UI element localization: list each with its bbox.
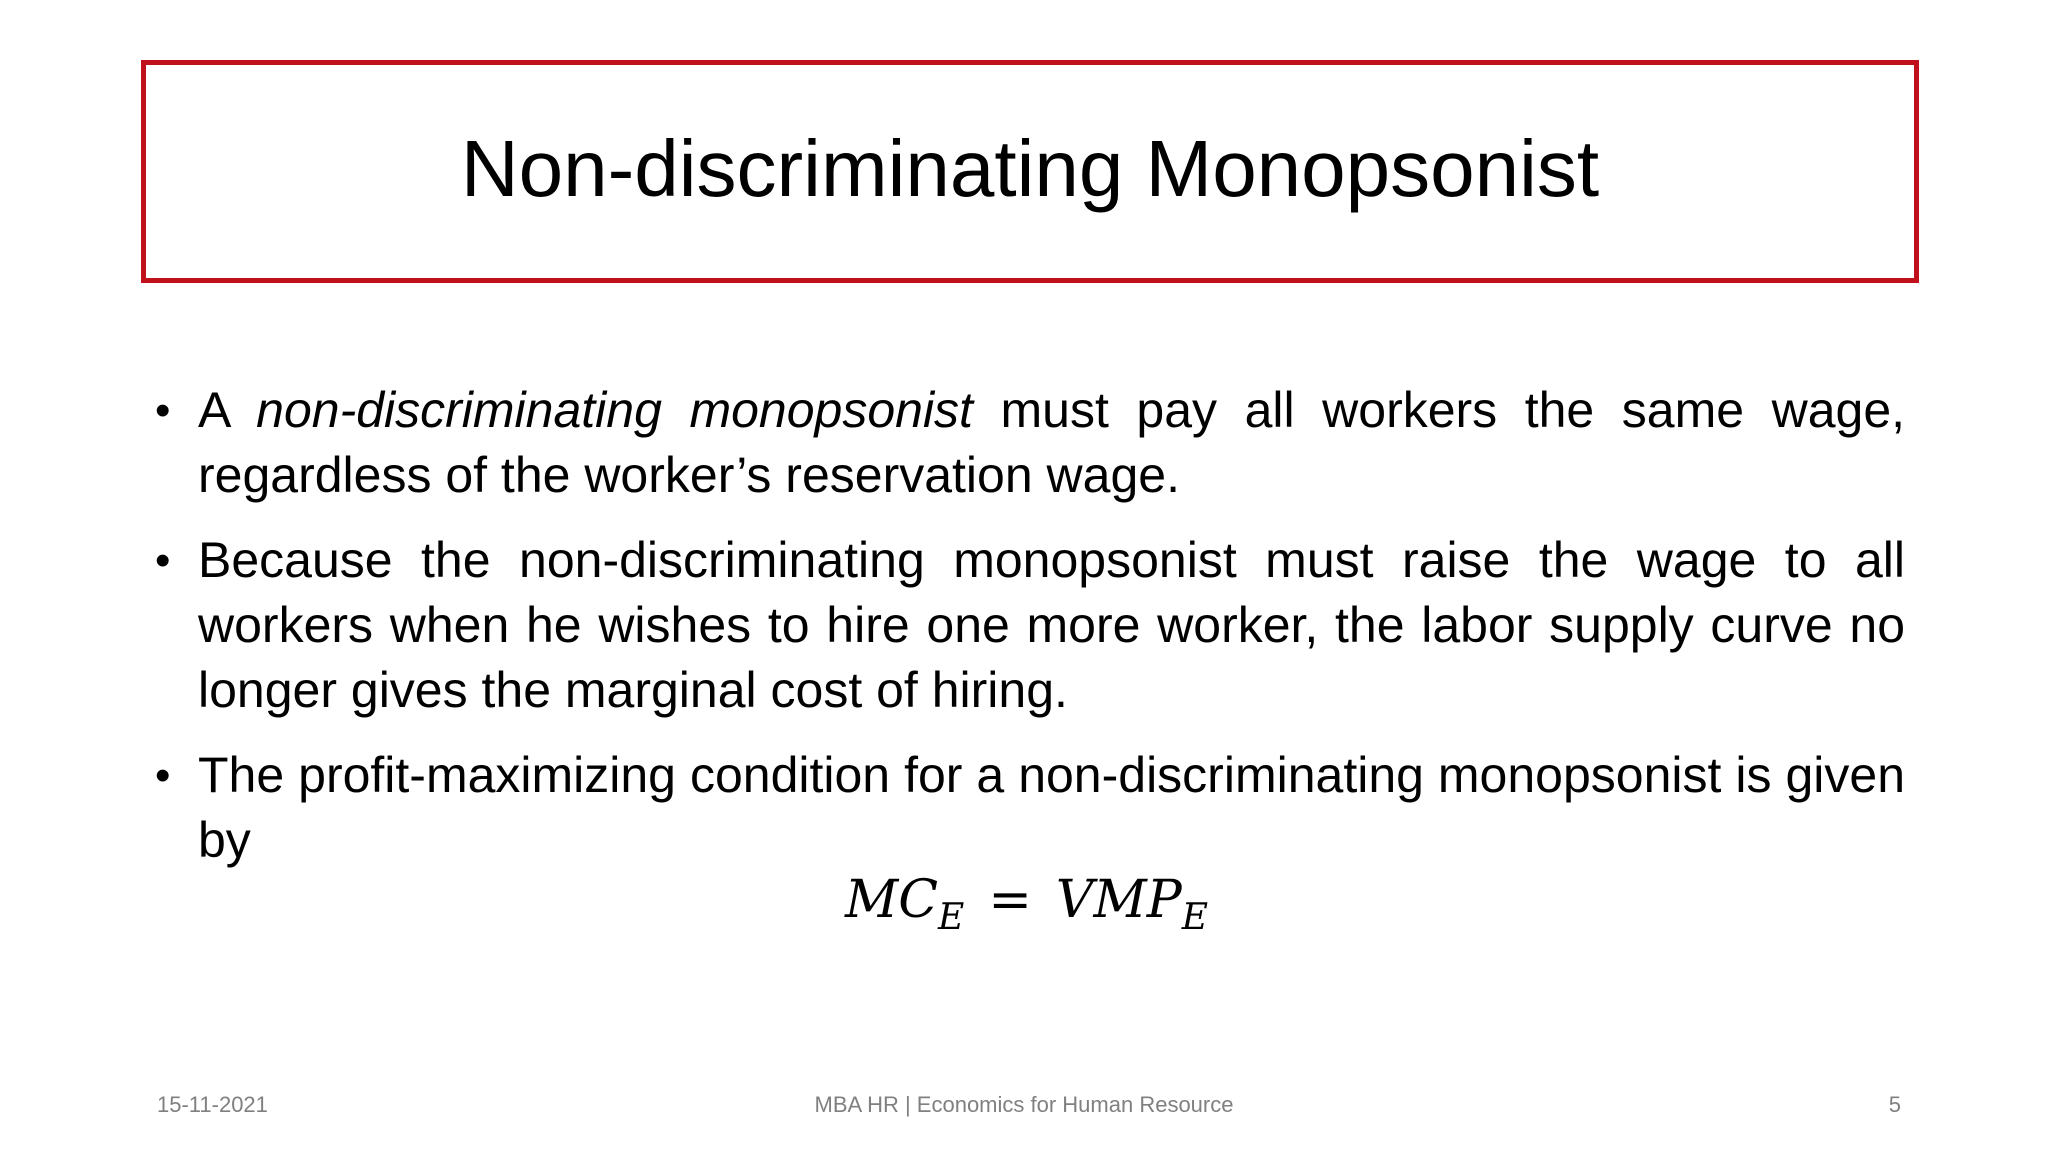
bullet-1-prefix: A — [198, 382, 257, 438]
equation-rhs-subscript: E — [1181, 897, 1208, 938]
footer-page-number: 5 — [1888, 1092, 1901, 1117]
bullet-list — [155, 378, 1905, 893]
bullet-3-text: The profit-maximizing condition for a non-discriminating monopsonist is given by — [198, 747, 1905, 868]
bullet-item-3 — [155, 743, 1905, 873]
bullet-1-text: must pay all workers the same wage, regardless of the worker’s reservation wage. — [198, 382, 1906, 503]
bullet-marker: • — [155, 536, 171, 585]
slide-title: Non-discriminating Monopsonist — [460, 123, 1600, 213]
equation-rhs: VMP — [1055, 870, 1182, 930]
bullet-1-emphasis: non-discriminating monopsonist — [256, 382, 973, 438]
footer-course-title: MBA HR | Economics for Human Resource — [814, 1092, 1234, 1117]
bullet-2-text: Because the non-discriminating monopsonist must raise the wage to all workers when he wishes to hire one more worker, the labor supply curve no longer gives the marginal cost of hiring. — [198, 532, 1905, 718]
bullet-marker: • — [155, 751, 171, 800]
bullet-item-2 — [155, 528, 1905, 723]
bullet-item-1 — [155, 378, 1905, 508]
equation — [845, 870, 1208, 938]
title-box — [141, 60, 1919, 283]
equation-lhs-subscript: E — [938, 897, 965, 938]
equation-operator: = — [988, 870, 1032, 930]
bullet-marker: • — [155, 386, 171, 435]
footer-date: 15-11-2021 — [157, 1092, 268, 1117]
equation-lhs: MC — [845, 870, 939, 930]
